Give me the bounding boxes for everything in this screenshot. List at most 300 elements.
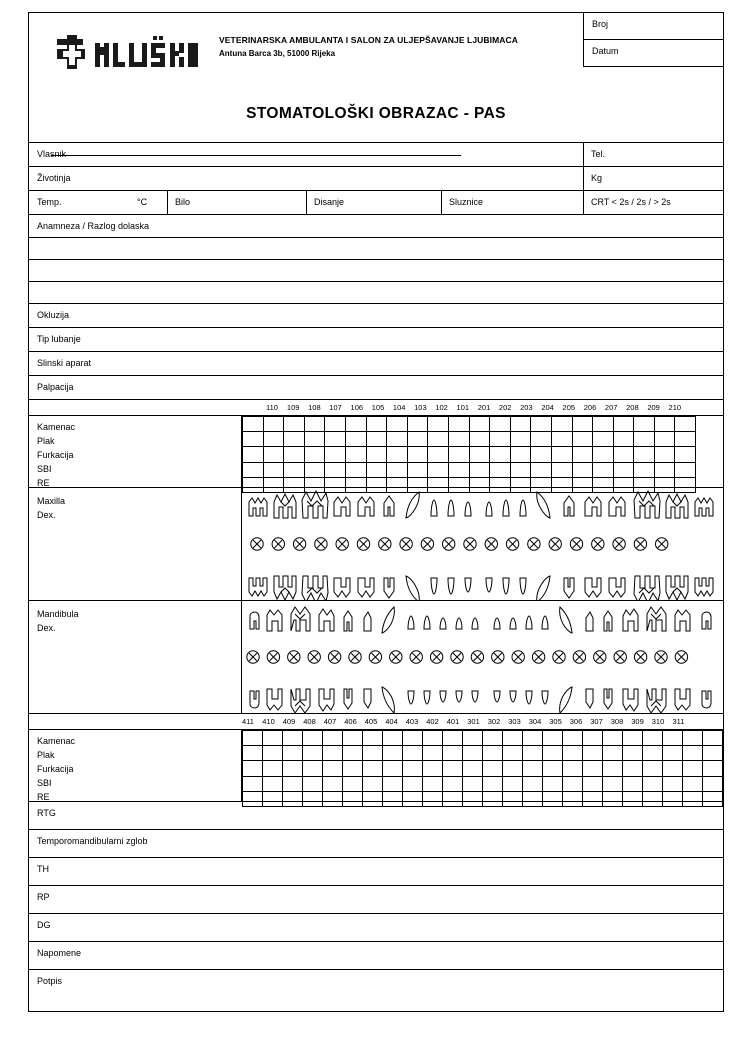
- score-cell[interactable]: [654, 447, 675, 462]
- score-cell[interactable]: [572, 417, 593, 432]
- tooth-number: 202: [498, 403, 512, 412]
- document-title: STOMATOLOŠKI OBRAZAC - PAS: [246, 105, 506, 122]
- score-row: [243, 746, 723, 761]
- field-number[interactable]: [583, 13, 723, 40]
- row-anamnesis[interactable]: [29, 215, 723, 238]
- mandibula-block: [29, 601, 723, 714]
- score-cell[interactable]: [683, 761, 703, 776]
- score-cell[interactable]: [343, 761, 363, 776]
- row-notes[interactable]: [29, 942, 723, 970]
- score-cell[interactable]: [284, 432, 305, 447]
- score-cell[interactable]: [531, 417, 552, 432]
- score-cell[interactable]: [531, 447, 552, 462]
- mandibula-labels: [37, 607, 79, 635]
- row-palpation[interactable]: [29, 376, 723, 400]
- score-cell[interactable]: [634, 447, 655, 462]
- tooth-number: 208: [626, 403, 639, 412]
- score-cell[interactable]: [383, 731, 403, 746]
- score-cell[interactable]: [593, 432, 614, 447]
- score-cell[interactable]: [603, 731, 623, 746]
- label-maxilla-side: Dex.: [37, 510, 56, 520]
- score-cell[interactable]: [428, 447, 449, 462]
- score-cell[interactable]: [443, 731, 463, 746]
- divider: [241, 601, 242, 713]
- tooth-number: 102: [435, 403, 448, 412]
- score-cell[interactable]: [510, 462, 531, 477]
- divider: [167, 191, 168, 214]
- score-cell[interactable]: [387, 462, 408, 477]
- score-cell[interactable]: [283, 776, 303, 791]
- score-cell[interactable]: [304, 417, 325, 432]
- score-cell[interactable]: [543, 776, 563, 791]
- score-cell[interactable]: [243, 731, 263, 746]
- score-cell[interactable]: [543, 731, 563, 746]
- row-th[interactable]: [29, 858, 723, 886]
- tooth-number: 410: [262, 717, 275, 726]
- score-cell[interactable]: [510, 447, 531, 462]
- score-row: [243, 417, 696, 432]
- score-cell[interactable]: [643, 776, 663, 791]
- score-cell[interactable]: [363, 776, 383, 791]
- score-cell[interactable]: [510, 417, 531, 432]
- score-cell[interactable]: [643, 746, 663, 761]
- label-mandibula: Mandibula: [37, 609, 79, 619]
- row-signature[interactable]: [29, 970, 723, 998]
- label-palpation: Palpacija: [37, 382, 74, 392]
- score-cell[interactable]: [563, 761, 583, 776]
- score-cell[interactable]: [428, 432, 449, 447]
- score-row: [243, 432, 696, 447]
- score-cell[interactable]: [463, 776, 483, 791]
- score-cell[interactable]: [428, 462, 449, 477]
- label-signature: Potpis: [37, 976, 63, 986]
- row-owner[interactable]: [29, 143, 723, 167]
- score-cell[interactable]: [325, 417, 346, 432]
- score-cell[interactable]: [407, 432, 428, 447]
- row-anamnesis-blank-1[interactable]: [29, 238, 723, 260]
- score-cell[interactable]: [654, 417, 675, 432]
- row-tmj[interactable]: [29, 830, 723, 858]
- score-cell[interactable]: [343, 776, 363, 791]
- score-cell[interactable]: [469, 447, 490, 462]
- score-cell[interactable]: [263, 417, 284, 432]
- score-cell[interactable]: [263, 776, 283, 791]
- score-table-lower[interactable]: [242, 730, 723, 807]
- score-cell[interactable]: [543, 761, 563, 776]
- score-cell[interactable]: [325, 447, 346, 462]
- score-cell[interactable]: [683, 776, 703, 791]
- score-cell[interactable]: [243, 746, 263, 761]
- field-date[interactable]: [583, 40, 723, 67]
- score-cell[interactable]: [483, 761, 503, 776]
- score-row-labels-upper: [37, 420, 75, 490]
- score-cell[interactable]: [403, 731, 423, 746]
- tooth-number: 408: [303, 717, 316, 726]
- score-cell[interactable]: [443, 776, 463, 791]
- score-cell[interactable]: [503, 761, 523, 776]
- row-occlusion[interactable]: [29, 304, 723, 328]
- score-cell[interactable]: [366, 432, 387, 447]
- score-cell[interactable]: [403, 776, 423, 791]
- tooth-number: 306: [569, 717, 583, 726]
- tooth-number: 406: [344, 717, 357, 726]
- score-cell[interactable]: [643, 731, 663, 746]
- tooth-number: 305: [549, 717, 562, 726]
- score-cell[interactable]: [703, 776, 723, 791]
- score-cell[interactable]: [407, 417, 428, 432]
- tooth-number: 108: [308, 403, 321, 412]
- row-animal[interactable]: [29, 167, 723, 191]
- score-cell[interactable]: [366, 417, 387, 432]
- score-table-upper[interactable]: [242, 416, 696, 493]
- score-cell[interactable]: [243, 462, 264, 477]
- score-cell[interactable]: [366, 447, 387, 462]
- score-cell[interactable]: [593, 417, 614, 432]
- dental-form-sheet: [28, 12, 724, 1012]
- score-cell[interactable]: [583, 776, 603, 791]
- score-cell[interactable]: [583, 731, 603, 746]
- score-cell[interactable]: [503, 731, 523, 746]
- score-cell[interactable]: [423, 761, 443, 776]
- label-animal: Životinja: [37, 173, 71, 183]
- tooth-number: 302: [487, 717, 501, 726]
- score-cell[interactable]: [363, 731, 383, 746]
- score-cell[interactable]: [366, 462, 387, 477]
- tooth-number: 210: [668, 403, 682, 412]
- label-re: RE: [37, 792, 50, 802]
- label-maxilla: Maxilla: [37, 496, 66, 506]
- row-salivary[interactable]: [29, 352, 723, 376]
- score-cell[interactable]: [654, 432, 675, 447]
- score-cell[interactable]: [483, 746, 503, 761]
- label-tmj: Temporomandibularni zglob: [37, 836, 148, 846]
- score-cell[interactable]: [423, 776, 443, 791]
- score-cell[interactable]: [523, 746, 543, 761]
- score-cell[interactable]: [403, 746, 423, 761]
- score-cell[interactable]: [563, 776, 583, 791]
- score-cell[interactable]: [593, 447, 614, 462]
- tooth-number: 205: [562, 403, 576, 412]
- divider: [241, 488, 242, 600]
- score-cell[interactable]: [263, 447, 284, 462]
- score-cell[interactable]: [551, 432, 572, 447]
- label-plak: Plak: [37, 750, 55, 760]
- score-cell[interactable]: [383, 776, 403, 791]
- tooth-number: 207: [604, 403, 618, 412]
- score-cell[interactable]: [325, 432, 346, 447]
- score-cell[interactable]: [523, 761, 543, 776]
- maxilla-block: [29, 488, 723, 601]
- score-cell[interactable]: [283, 761, 303, 776]
- score-cell[interactable]: [634, 432, 655, 447]
- tooth-number: 110: [266, 403, 278, 412]
- label-notes: Napomene: [37, 948, 82, 958]
- score-cell[interactable]: [423, 746, 443, 761]
- score-cell[interactable]: [343, 731, 363, 746]
- row-dg[interactable]: [29, 914, 723, 942]
- score-cell[interactable]: [303, 776, 323, 791]
- score-cell[interactable]: [572, 462, 593, 477]
- score-cell[interactable]: [490, 417, 511, 432]
- score-cell[interactable]: [469, 432, 490, 447]
- score-cell[interactable]: [448, 432, 469, 447]
- mandibula-dental-chart[interactable]: [243, 601, 723, 714]
- score-cell[interactable]: [303, 761, 323, 776]
- score-cell[interactable]: [304, 462, 325, 477]
- row-vitals[interactable]: [29, 191, 723, 215]
- score-cell[interactable]: [443, 746, 463, 761]
- score-cell[interactable]: [483, 731, 503, 746]
- score-cell[interactable]: [613, 432, 634, 447]
- score-cell[interactable]: [423, 731, 443, 746]
- label-kamenac: Kamenac: [37, 422, 76, 432]
- score-cell[interactable]: [263, 432, 284, 447]
- divider: [441, 191, 442, 214]
- score-cell[interactable]: [345, 447, 366, 462]
- score-cell[interactable]: [523, 731, 543, 746]
- score-cell[interactable]: [510, 432, 531, 447]
- score-cell[interactable]: [323, 776, 343, 791]
- score-cell[interactable]: [323, 746, 343, 761]
- score-cell[interactable]: [551, 417, 572, 432]
- score-cell[interactable]: [583, 746, 603, 761]
- tooth-number: 401: [446, 717, 460, 726]
- field-number-label: Broj: [592, 19, 609, 29]
- label-sbi: SBI: [37, 778, 52, 788]
- row-anamnesis-blank-2[interactable]: [29, 260, 723, 282]
- score-cell[interactable]: [663, 776, 683, 791]
- score-cell[interactable]: [304, 447, 325, 462]
- score-cell[interactable]: [623, 761, 643, 776]
- score-cell[interactable]: [675, 432, 696, 447]
- score-cell[interactable]: [623, 731, 643, 746]
- label-sbi: SBI: [37, 464, 52, 474]
- score-cell[interactable]: [387, 447, 408, 462]
- score-cell[interactable]: [387, 417, 408, 432]
- score-cell[interactable]: [263, 746, 283, 761]
- row-skull-type[interactable]: [29, 328, 723, 352]
- score-cell[interactable]: [243, 761, 263, 776]
- score-cell[interactable]: [503, 776, 523, 791]
- score-cell[interactable]: [363, 746, 383, 761]
- score-cell[interactable]: [490, 462, 511, 477]
- score-cell[interactable]: [490, 432, 511, 447]
- score-cell[interactable]: [304, 432, 325, 447]
- clinic-logo: [51, 31, 201, 79]
- tooth-number: 308: [610, 717, 624, 726]
- score-cell[interactable]: [343, 746, 363, 761]
- tooth-number: 203: [520, 403, 533, 412]
- divider: [306, 191, 307, 214]
- score-cell[interactable]: [463, 746, 483, 761]
- score-cell[interactable]: [345, 417, 366, 432]
- tooth-number-strip-upper: [29, 400, 723, 416]
- tooth-number: 104: [392, 403, 406, 412]
- score-cell[interactable]: [243, 447, 264, 462]
- score-cell[interactable]: [613, 417, 634, 432]
- score-cell[interactable]: [443, 761, 463, 776]
- score-cell[interactable]: [563, 746, 583, 761]
- score-cell[interactable]: [469, 462, 490, 477]
- score-cell[interactable]: [654, 462, 675, 477]
- label-kg: Kg: [591, 173, 603, 183]
- score-cell[interactable]: [448, 447, 469, 462]
- score-cell[interactable]: [703, 746, 723, 761]
- tooth-number: 411: [242, 717, 254, 726]
- tooth-number: 309: [631, 717, 644, 726]
- score-cell[interactable]: [243, 417, 264, 432]
- score-cell[interactable]: [448, 417, 469, 432]
- score-cell[interactable]: [345, 462, 366, 477]
- label-pulse: Bilo: [175, 197, 191, 207]
- score-cell[interactable]: [448, 462, 469, 477]
- label-rp: RP: [37, 892, 50, 902]
- score-cell[interactable]: [603, 761, 623, 776]
- label-temp-unit: °C: [137, 197, 148, 207]
- score-row: [243, 731, 723, 746]
- score-cell[interactable]: [583, 761, 603, 776]
- label-tel: Tel.: [591, 149, 606, 159]
- score-cell[interactable]: [323, 731, 343, 746]
- score-cell[interactable]: [325, 462, 346, 477]
- label-occlusion: Okluzija: [37, 310, 70, 320]
- score-cell[interactable]: [683, 746, 703, 761]
- score-cell[interactable]: [523, 776, 543, 791]
- score-cell[interactable]: [551, 462, 572, 477]
- score-cell[interactable]: [383, 746, 403, 761]
- row-rp[interactable]: [29, 886, 723, 914]
- clinic-name: VETERINARSKA AMBULANTA I SALON ZA ULJEPŠAVANJE LJUBIMACA: [219, 35, 519, 45]
- maxilla-labels: [37, 494, 65, 522]
- tooth-number: 304: [528, 717, 542, 726]
- score-cell[interactable]: [403, 761, 423, 776]
- label-mandibula-side: Dex.: [37, 623, 56, 633]
- score-cell[interactable]: [283, 746, 303, 761]
- score-cell[interactable]: [284, 447, 305, 462]
- score-cell[interactable]: [623, 746, 643, 761]
- score-cell[interactable]: [543, 746, 563, 761]
- form-header: [29, 13, 723, 143]
- score-cell[interactable]: [603, 776, 623, 791]
- maxilla-dental-chart[interactable]: [243, 488, 723, 601]
- row-anamnesis-blank-3[interactable]: [29, 282, 723, 304]
- score-cell[interactable]: [675, 417, 696, 432]
- score-cell[interactable]: [613, 447, 634, 462]
- score-cell[interactable]: [283, 731, 303, 746]
- score-cell[interactable]: [383, 761, 403, 776]
- score-cell[interactable]: [683, 731, 703, 746]
- score-cell[interactable]: [469, 417, 490, 432]
- score-row: [243, 776, 723, 791]
- score-cell[interactable]: [703, 731, 723, 746]
- score-cell[interactable]: [263, 731, 283, 746]
- tooth-number: 310: [651, 717, 665, 726]
- label-breathing: Disanje: [314, 197, 345, 207]
- score-cell[interactable]: [663, 761, 683, 776]
- score-grid-upper[interactable]: [29, 416, 723, 488]
- divider: [583, 191, 584, 214]
- score-cell[interactable]: [675, 447, 696, 462]
- score-cell[interactable]: [634, 417, 655, 432]
- score-cell[interactable]: [503, 746, 523, 761]
- score-cell[interactable]: [263, 462, 284, 477]
- tooth-number: 201: [477, 403, 491, 412]
- tooth-number: 204: [541, 403, 554, 412]
- score-cell[interactable]: [345, 432, 366, 447]
- score-cell[interactable]: [572, 432, 593, 447]
- field-date-label: Datum: [592, 46, 619, 56]
- score-grid-lower[interactable]: [29, 730, 723, 802]
- tooth-number: 105: [371, 403, 385, 412]
- clinic-address: Antuna Barca 3b, 51000 Rijeka: [219, 49, 336, 58]
- label-rtg: RTG: [37, 808, 56, 818]
- score-cell[interactable]: [407, 462, 428, 477]
- score-cell[interactable]: [593, 462, 614, 477]
- clinic-info: [219, 35, 589, 58]
- score-cell[interactable]: [643, 761, 663, 776]
- score-cell[interactable]: [623, 776, 643, 791]
- score-cell[interactable]: [284, 417, 305, 432]
- score-cell[interactable]: [675, 462, 696, 477]
- score-cell[interactable]: [634, 462, 655, 477]
- score-cell[interactable]: [703, 761, 723, 776]
- label-kamenac: Kamenac: [37, 736, 76, 746]
- score-cell[interactable]: [303, 746, 323, 761]
- score-cell[interactable]: [323, 761, 343, 776]
- score-cell[interactable]: [263, 761, 283, 776]
- score-cell[interactable]: [407, 447, 428, 462]
- tooth-number-strip-lower: [29, 714, 723, 730]
- row-rtg[interactable]: [29, 802, 723, 830]
- score-cell[interactable]: [463, 731, 483, 746]
- tooth-number: 209: [647, 403, 660, 412]
- score-cell[interactable]: [531, 462, 552, 477]
- score-cell[interactable]: [663, 746, 683, 761]
- score-row: [243, 462, 696, 477]
- score-cell[interactable]: [613, 462, 634, 477]
- score-cell[interactable]: [563, 731, 583, 746]
- score-cell[interactable]: [428, 417, 449, 432]
- score-cell[interactable]: [490, 447, 511, 462]
- tooth-number: 404: [385, 717, 398, 726]
- score-cell[interactable]: [463, 761, 483, 776]
- score-cell[interactable]: [663, 731, 683, 746]
- score-cell[interactable]: [387, 432, 408, 447]
- score-cell[interactable]: [572, 447, 593, 462]
- tooth-number: 402: [426, 717, 439, 726]
- score-cell[interactable]: [551, 447, 572, 462]
- label-dg: DG: [37, 920, 51, 930]
- score-cell[interactable]: [303, 731, 323, 746]
- label-furkacija: Furkacija: [37, 450, 74, 460]
- tooth-number: 106: [350, 403, 364, 412]
- score-cell[interactable]: [284, 462, 305, 477]
- score-cell[interactable]: [363, 761, 383, 776]
- divider: [583, 167, 584, 190]
- label-owner: Vlasnik: [37, 149, 67, 159]
- score-cell[interactable]: [243, 432, 264, 447]
- score-row: [243, 447, 696, 462]
- score-cell[interactable]: [603, 746, 623, 761]
- score-cell[interactable]: [483, 776, 503, 791]
- score-cell[interactable]: [531, 432, 552, 447]
- label-skull-type: Tip lubanje: [37, 334, 81, 344]
- tooth-number: 405: [364, 717, 378, 726]
- label-th: TH: [37, 864, 49, 874]
- label-salivary: Slinski aparat: [37, 358, 92, 368]
- score-cell[interactable]: [243, 776, 263, 791]
- tooth-number: 307: [590, 717, 603, 726]
